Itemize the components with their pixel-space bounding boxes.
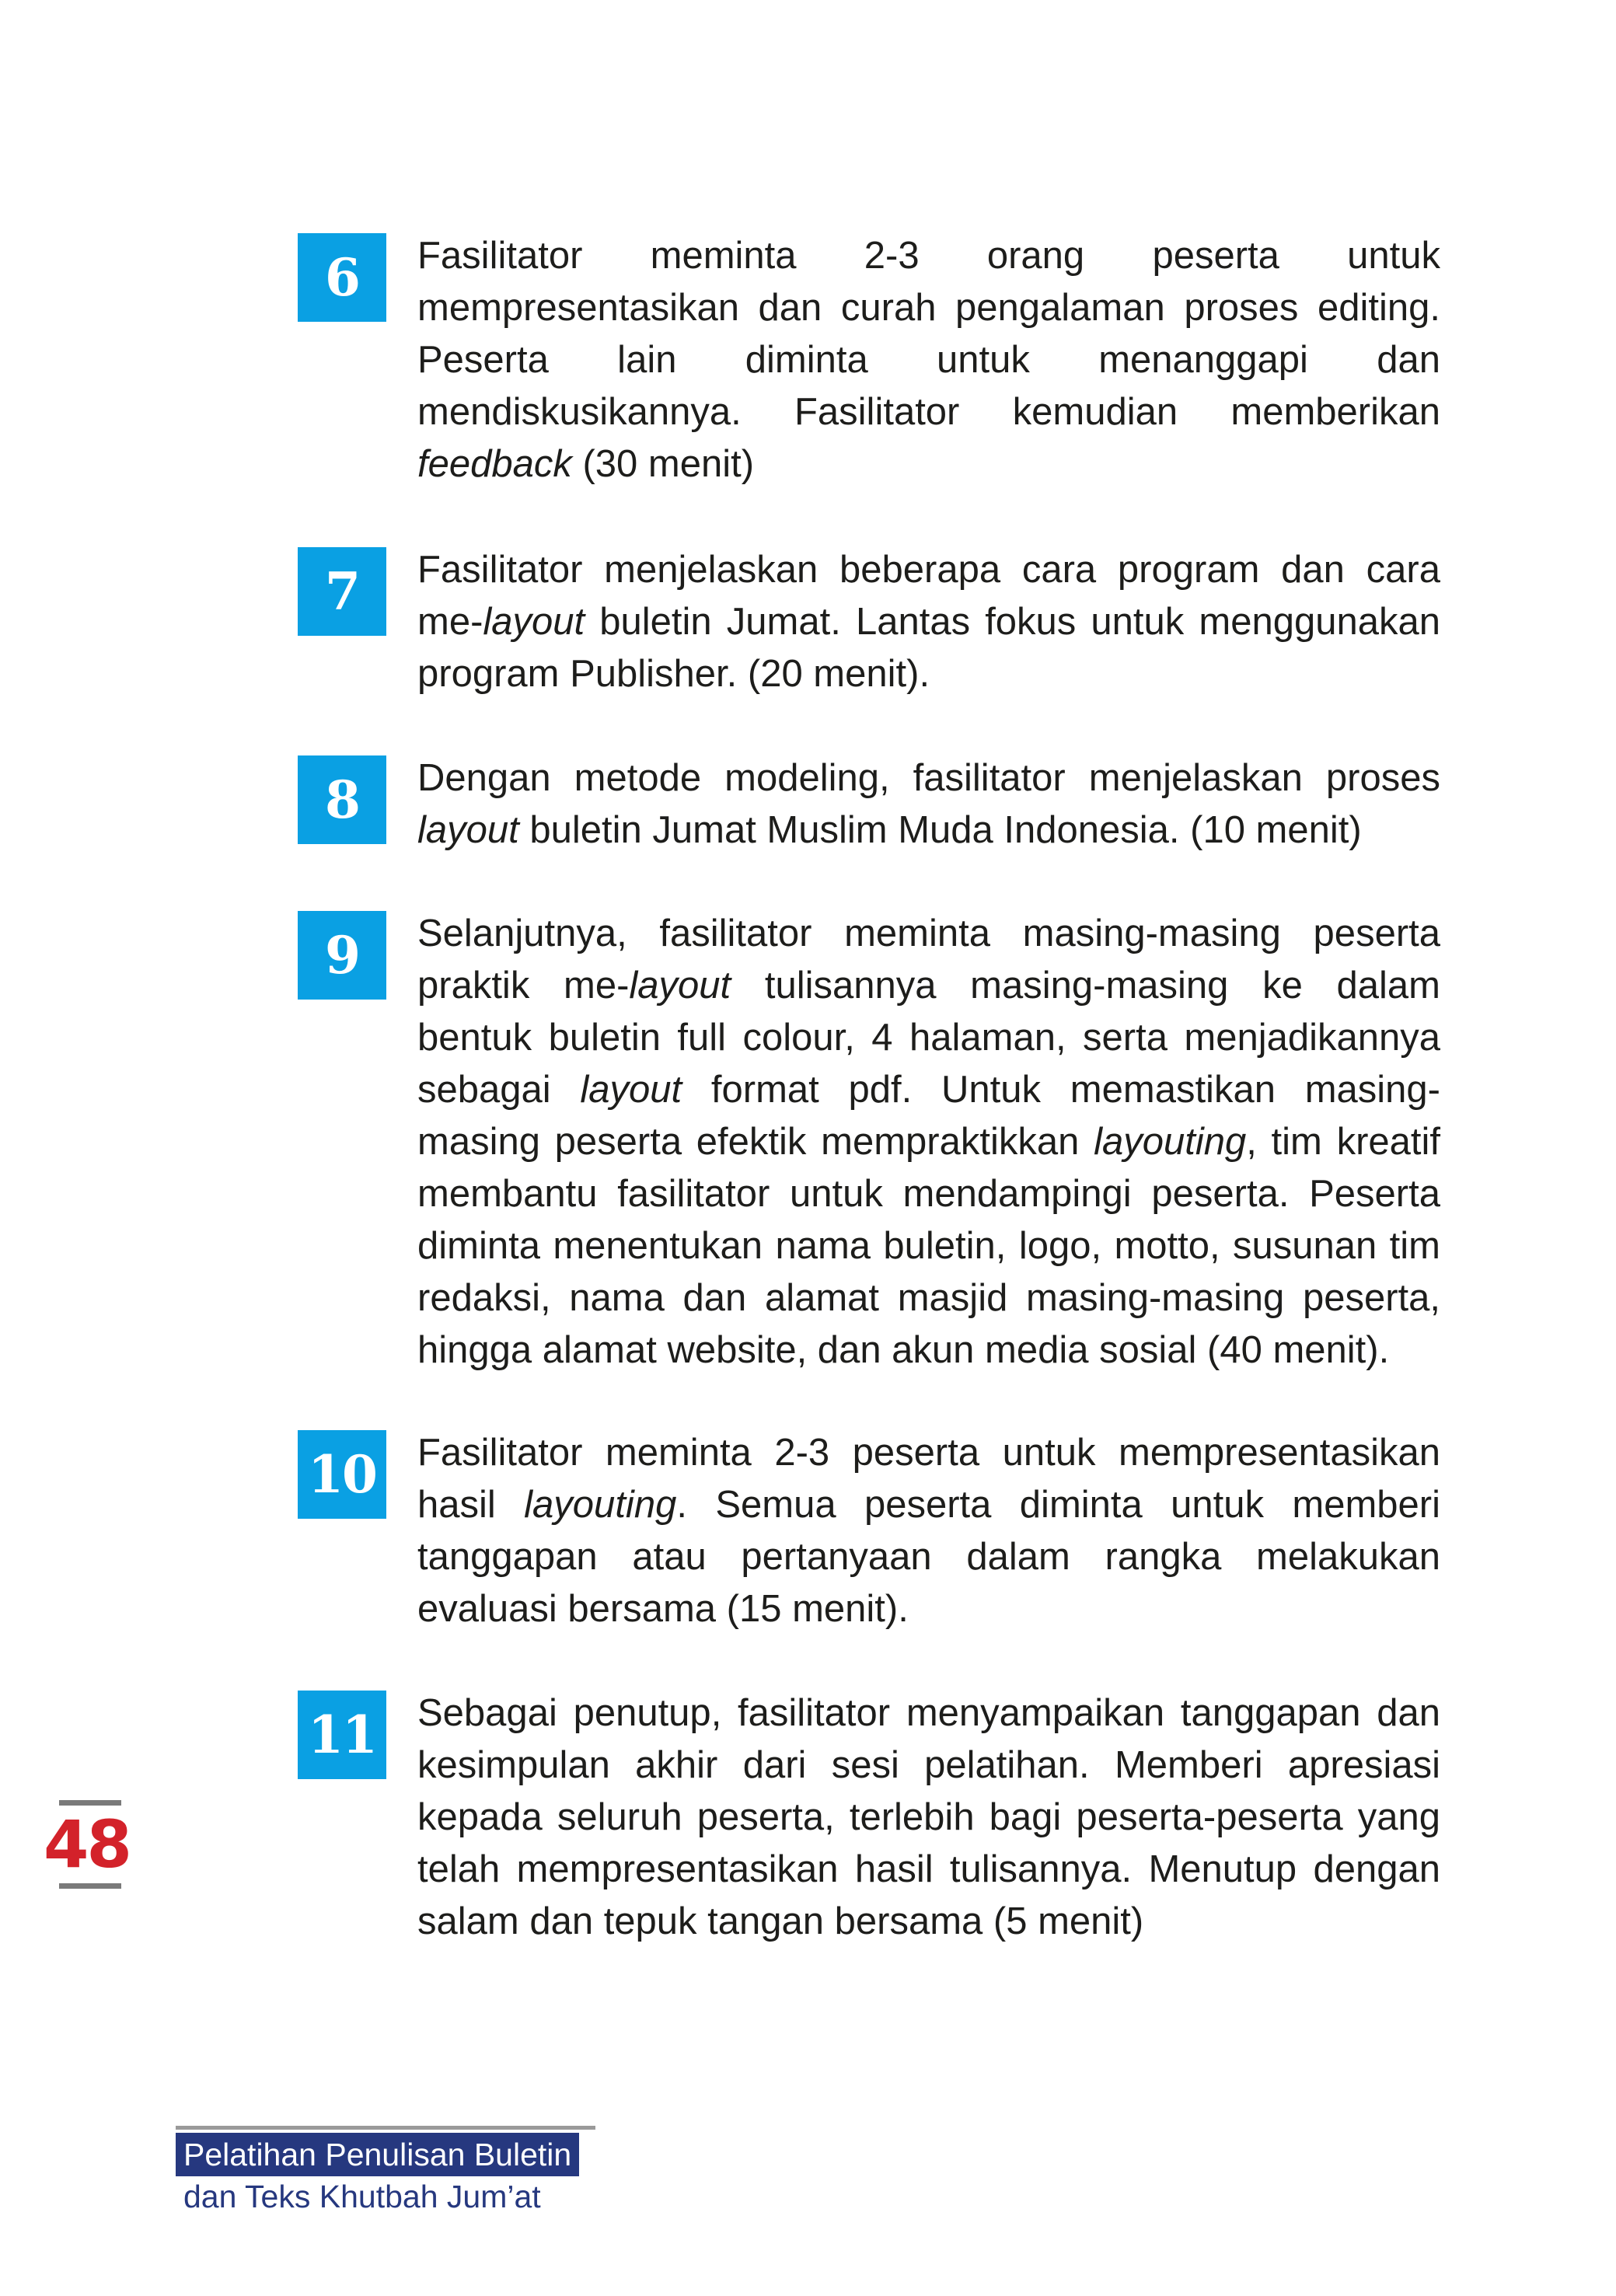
page-number-bottom-rule — [59, 1883, 121, 1889]
footer-title-line1: Pelatihan Penulisan Buletin — [176, 2133, 579, 2176]
step-text — [417, 544, 1440, 700]
page-number-block — [44, 1800, 137, 1889]
text-segment: Sebagai penutup, fasilitator menyampaikan tanggapan dan kesimpulan akhir dari sesi pelatihan. Memberi apresiasi kepada seluruh peserta, terlebih bagi peserta-peserta yang telah mempresentasikan hasil tulisannya. Menutup dengan salam dan tepuk tangan bersama (5 menit) — [417, 1692, 1440, 1942]
step-text — [417, 1427, 1440, 1635]
step-text — [417, 908, 1440, 1377]
text-segment: format pdf. Untuk memastikan masing-masing peserta efektik mempraktikkan — [417, 1069, 1440, 1163]
text-segment: . Semua peserta diminta untuk memberi tanggapan atau pertanyaan dalam rangka melakukan evaluasi bersama (15 menit). — [417, 1484, 1441, 1630]
text-segment: Dengan metode modeling, fasilitator menjelaskan proses — [417, 757, 1440, 799]
step-10 — [298, 1427, 1440, 1635]
step-number-badge: 8 — [298, 755, 386, 844]
text-segment-italic: layout — [629, 965, 731, 1007]
step-number-badge: 9 — [298, 911, 386, 1000]
text-segment-italic: layout — [417, 809, 519, 851]
step-text — [417, 230, 1440, 490]
footer-rule — [176, 2126, 595, 2130]
text-segment-italic: layout — [580, 1069, 682, 1111]
step-text — [417, 1687, 1440, 1948]
text-segment-italic: layout — [483, 601, 585, 643]
text-segment: (30 menit) — [571, 443, 755, 485]
step-6 — [298, 230, 1440, 490]
text-segment: Fasilitator menjelaskan beberapa cara program dan cara me- — [417, 549, 1440, 643]
text-segment-italic: layouting — [524, 1484, 677, 1526]
text-segment: buletin Jumat Muslim Muda Indonesia. (10 menit) — [518, 809, 1362, 851]
text-segment: , tim kreatif membantu fasilitator untuk mendampingi peserta. Peserta diminta menentukan nama buletin, logo, motto, susunan tim redaksi, nama dan alamat masjid masing-masing peserta, hingga alamat website, dan akun media sosial (40 menit). — [417, 1121, 1440, 1371]
step-9 — [298, 908, 1440, 1377]
text-segment: Fasilitator meminta 2-3 peserta untuk mempresentasikan hasil — [417, 1432, 1440, 1526]
text-segment-italic: layouting — [1094, 1121, 1247, 1163]
step-11 — [298, 1687, 1440, 1948]
step-number-badge: 11 — [298, 1691, 386, 1779]
text-segment: buletin Jumat. Lantas fokus untuk menggunakan program Publisher. (20 menit). — [417, 601, 1440, 695]
step-text — [417, 752, 1440, 857]
step-number-badge: 10 — [298, 1430, 386, 1519]
text-segment: Fasilitator meminta 2-3 orang peserta untuk mempresentasikan dan curah pengalaman proses editing. Peserta lain diminta untuk menanggapi dan mendiskusikannya. Fasilitator kemudian memberikan — [417, 235, 1440, 433]
text-segment: tulisannya masing-masing ke dalam bentuk buletin full colour, 4 halaman, serta menjadikannya sebagai — [417, 965, 1441, 1111]
running-footer — [176, 2126, 595, 2217]
step-number-badge: 6 — [298, 233, 386, 322]
step-8 — [298, 752, 1440, 857]
step-7 — [298, 544, 1440, 700]
step-number-badge: 7 — [298, 547, 386, 636]
text-segment-italic: feedback — [417, 443, 572, 485]
text-segment: Selanjutnya, fasilitator meminta masing-masing peserta praktik me- — [417, 912, 1440, 1007]
footer-title-line2: dan Teks Khutbah Jum’at — [183, 2179, 541, 2214]
page-number-top-rule — [59, 1800, 121, 1806]
page-number: 48 — [44, 1806, 130, 1883]
